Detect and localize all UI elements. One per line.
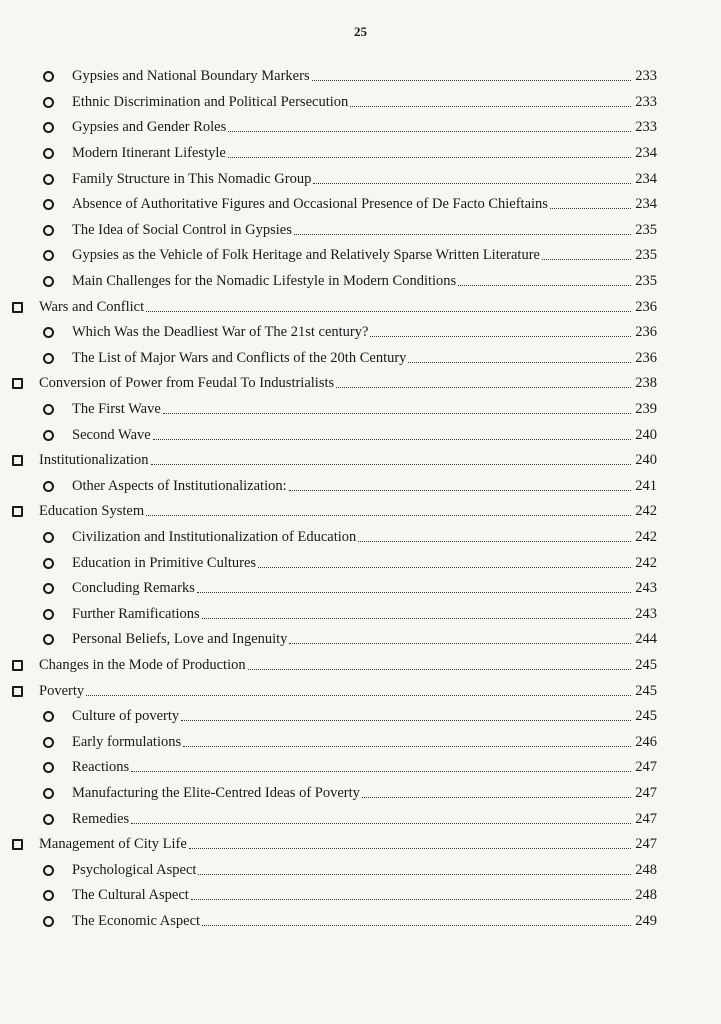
dot-leader: [181, 720, 631, 721]
circle-bullet-icon: [43, 353, 54, 364]
toc-section-entry: [0, 448, 721, 474]
toc-subsection-entry: [0, 422, 721, 448]
square-bullet-icon: [12, 839, 23, 850]
circle-bullet-icon: [43, 865, 54, 876]
toc-subsection-entry: [0, 576, 721, 602]
circle-bullet-icon: [43, 430, 54, 441]
toc-subsection-entry: [0, 525, 721, 551]
dot-leader: [336, 387, 631, 388]
toc-subsection-entry: [0, 218, 721, 244]
toc-entry-title: Absence of Authoritative Figures and Occasional Presence of De Facto Chieftains: [72, 196, 548, 213]
dot-leader: [294, 234, 631, 235]
toc-entry-page-number: 238: [635, 375, 657, 392]
dot-leader: [163, 413, 631, 414]
toc-entry-page-number: 233: [635, 93, 657, 110]
toc-section-entry: [0, 499, 721, 525]
toc-subsection-entry: [0, 781, 721, 807]
toc-entry-page-number: 234: [635, 196, 657, 213]
toc-entry-title: Personal Beliefs, Love and Ingenuity: [72, 631, 288, 648]
toc-entry-page-number: 240: [635, 452, 657, 469]
toc-entry-page-number: 248: [635, 861, 657, 878]
toc-entry-page-number: 236: [635, 349, 657, 366]
toc-subsection-entry: [0, 166, 721, 192]
toc-entry-title: Education System: [39, 503, 145, 520]
toc-subsection-entry: [0, 601, 721, 627]
toc-entry-title: Other Aspects of Institutionalization:: [72, 477, 287, 494]
circle-bullet-icon: [43, 737, 54, 748]
circle-bullet-icon: [43, 174, 54, 185]
toc-entry-page-number: 247: [635, 759, 657, 776]
toc-entry-page-number: 233: [635, 68, 657, 85]
toc-entry-page-number: 235: [635, 273, 657, 290]
circle-bullet-icon: [43, 481, 54, 492]
dot-leader: [542, 259, 631, 260]
table-of-contents: [0, 64, 721, 934]
toc-subsection-entry: [0, 704, 721, 730]
toc-entry-title: Reactions: [72, 759, 130, 776]
circle-bullet-icon: [43, 762, 54, 773]
page-number: 25: [354, 24, 367, 39]
dot-leader: [202, 925, 631, 926]
toc-entry-page-number: 248: [635, 887, 657, 904]
toc-subsection-entry: [0, 474, 721, 500]
toc-entry-page-number: 247: [635, 784, 657, 801]
circle-bullet-icon: [43, 814, 54, 825]
toc-subsection-entry: [0, 346, 721, 372]
toc-entry-page-number: 234: [635, 170, 657, 187]
toc-entry-page-number: 244: [635, 631, 657, 648]
toc-entry-page-number: 245: [635, 708, 657, 725]
toc-entry-page-number: 246: [635, 733, 657, 750]
toc-entry-title: Family Structure in This Nomadic Group: [72, 170, 312, 187]
toc-subsection-entry: [0, 64, 721, 90]
dot-leader: [362, 797, 631, 798]
toc-entry-page-number: 233: [635, 119, 657, 136]
toc-entry-title: Changes in the Mode of Production: [39, 656, 246, 673]
circle-bullet-icon: [43, 276, 54, 287]
circle-bullet-icon: [43, 225, 54, 236]
toc-entry-page-number: 247: [635, 810, 657, 827]
toc-entry-page-number: 242: [635, 554, 657, 571]
toc-section-entry: [0, 371, 721, 397]
toc-subsection-entry: [0, 90, 721, 116]
dot-leader: [358, 541, 631, 542]
circle-bullet-icon: [43, 199, 54, 210]
toc-entry-title: Concluding Remarks: [72, 580, 195, 597]
toc-entry-title: The Cultural Aspect: [72, 887, 189, 904]
toc-subsection-entry: [0, 192, 721, 218]
dot-leader: [370, 336, 631, 337]
toc-entry-page-number: 239: [635, 401, 657, 418]
toc-entry-title: Early formulations: [72, 733, 182, 750]
toc-subsection-entry: [0, 909, 721, 935]
toc-entry-page-number: 236: [635, 298, 657, 315]
toc-entry-title: Which Was the Deadliest War of The 21st century?: [72, 324, 369, 341]
square-bullet-icon: [12, 506, 23, 517]
dot-leader: [151, 464, 631, 465]
toc-entry-title: Further Ramifications: [72, 605, 200, 622]
toc-entry-page-number: 242: [635, 528, 657, 545]
square-bullet-icon: [12, 378, 23, 389]
circle-bullet-icon: [43, 327, 54, 338]
toc-entry-title: Modern Itinerant Lifestyle: [72, 145, 226, 162]
dot-leader: [131, 823, 631, 824]
dot-leader: [458, 285, 631, 286]
dot-leader: [258, 567, 631, 568]
toc-subsection-entry: [0, 806, 721, 832]
toc-subsection-entry: [0, 729, 721, 755]
toc-entry-page-number: 241: [635, 477, 657, 494]
toc-subsection-entry: [0, 269, 721, 295]
toc-entry-title: Remedies: [72, 810, 130, 827]
toc-subsection-entry: [0, 397, 721, 423]
dot-leader: [228, 131, 631, 132]
toc-entry-page-number: 247: [635, 836, 657, 853]
square-bullet-icon: [12, 660, 23, 671]
square-bullet-icon: [12, 302, 23, 313]
toc-entry-page-number: 235: [635, 221, 657, 238]
toc-subsection-entry: [0, 627, 721, 653]
dot-leader: [289, 490, 631, 491]
dot-leader: [550, 208, 631, 209]
circle-bullet-icon: [43, 71, 54, 82]
toc-subsection-entry: [0, 755, 721, 781]
toc-subsection-entry: [0, 141, 721, 167]
dot-leader: [202, 618, 631, 619]
toc-subsection-entry: [0, 550, 721, 576]
circle-bullet-icon: [43, 148, 54, 159]
toc-subsection-entry: [0, 320, 721, 346]
circle-bullet-icon: [43, 532, 54, 543]
toc-entry-title: Conversion of Power from Feudal To Industrialists: [39, 375, 335, 392]
toc-section-entry: [0, 832, 721, 858]
circle-bullet-icon: [43, 916, 54, 927]
dot-leader: [248, 669, 631, 670]
dot-leader: [189, 848, 631, 849]
circle-bullet-icon: [43, 404, 54, 415]
toc-entry-title: Gypsies as the Vehicle of Folk Heritage and Relatively Sparse Written Literature: [72, 247, 540, 264]
toc-entry-title: The Economic Aspect: [72, 912, 201, 929]
toc-entry-title: Second Wave: [72, 426, 151, 443]
toc-entry-page-number: 235: [635, 247, 657, 264]
dot-leader: [198, 874, 631, 875]
square-bullet-icon: [12, 686, 23, 697]
circle-bullet-icon: [43, 609, 54, 620]
toc-entry-title: Institutionalization: [39, 452, 149, 469]
circle-bullet-icon: [43, 788, 54, 799]
toc-entry-title: Psychological Aspect: [72, 861, 197, 878]
circle-bullet-icon: [43, 890, 54, 901]
toc-entry-title: Main Challenges for the Nomadic Lifestyle in Modern Conditions: [72, 273, 457, 290]
toc-entry-title: Wars and Conflict: [39, 298, 145, 315]
toc-entry-title: Culture of poverty: [72, 708, 180, 725]
dot-leader: [146, 311, 631, 312]
toc-entry-page-number: 249: [635, 912, 657, 929]
circle-bullet-icon: [43, 97, 54, 108]
dot-leader: [183, 746, 631, 747]
toc-entry-page-number: 242: [635, 503, 657, 520]
toc-subsection-entry: [0, 243, 721, 269]
toc-entry-title: Poverty: [39, 682, 85, 699]
toc-subsection-entry: [0, 115, 721, 141]
toc-entry-title: Ethnic Discrimination and Political Persecution: [72, 93, 349, 110]
dot-leader: [313, 183, 631, 184]
toc-entry-page-number: 240: [635, 426, 657, 443]
circle-bullet-icon: [43, 122, 54, 133]
toc-entry-title: The Idea of Social Control in Gypsies: [72, 221, 292, 238]
dot-leader: [197, 592, 631, 593]
circle-bullet-icon: [43, 711, 54, 722]
dot-leader: [312, 80, 631, 81]
toc-entry-title: Gypsies and Gender Roles: [72, 119, 227, 136]
toc-entry-page-number: 245: [635, 682, 657, 699]
circle-bullet-icon: [43, 250, 54, 261]
dot-leader: [86, 695, 631, 696]
dot-leader: [228, 157, 631, 158]
dot-leader: [289, 643, 631, 644]
circle-bullet-icon: [43, 634, 54, 645]
dot-leader: [131, 771, 631, 772]
toc-entry-page-number: 243: [635, 605, 657, 622]
toc-entry-page-number: 243: [635, 580, 657, 597]
toc-subsection-entry: [0, 883, 721, 909]
toc-entry-title: The First Wave: [72, 401, 161, 418]
dot-leader: [153, 439, 631, 440]
toc-entry-page-number: 236: [635, 324, 657, 341]
toc-entry-title: Gypsies and National Boundary Markers: [72, 68, 310, 85]
toc-entry-title: Civilization and Institutionalization of Education: [72, 528, 357, 545]
dot-leader: [350, 106, 631, 107]
toc-section-entry: [0, 653, 721, 679]
toc-entry-title: Education in Primitive Cultures: [72, 554, 257, 571]
square-bullet-icon: [12, 455, 23, 466]
dot-leader: [146, 515, 631, 516]
dot-leader: [191, 899, 631, 900]
circle-bullet-icon: [43, 558, 54, 569]
toc-subsection-entry: [0, 857, 721, 883]
toc-section-entry: [0, 678, 721, 704]
dot-leader: [408, 362, 631, 363]
toc-section-entry: [0, 294, 721, 320]
toc-entry-page-number: 234: [635, 145, 657, 162]
toc-entry-title: The List of Major Wars and Conflicts of the 20th Century: [72, 349, 407, 366]
circle-bullet-icon: [43, 583, 54, 594]
toc-entry-title: Manufacturing the Elite-Centred Ideas of Poverty: [72, 784, 360, 801]
toc-entry-page-number: 245: [635, 656, 657, 673]
toc-entry-title: Management of City Life: [39, 836, 187, 853]
